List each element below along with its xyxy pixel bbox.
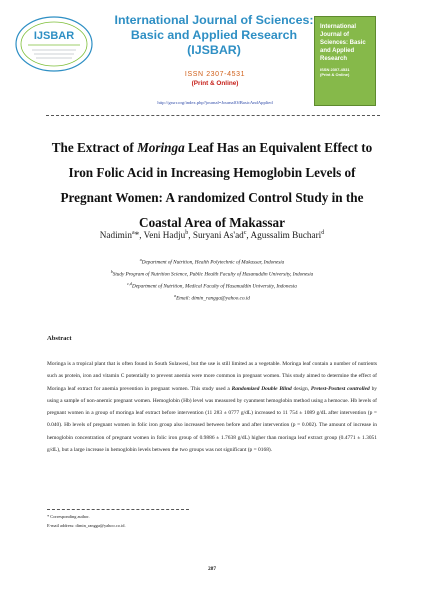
journal-url[interactable]: http://gssrr.org/index.php?journal=JournalOfBasicAndApplied xyxy=(157,100,273,105)
affiliation-1-sup: a xyxy=(139,257,142,262)
author-1: Nadimin xyxy=(99,230,132,241)
affiliation-1-text: Department of Nutrition, Health Polytechnic of Makassar, Indonesia xyxy=(141,259,285,266)
abstract-text-2: design, xyxy=(291,385,311,392)
affiliation-3-text: Department of Nutrition, Medical Faculty of Hasanuddin University, Indonesia xyxy=(131,283,297,290)
journal-title-line-1: International Journal of Sciences: xyxy=(114,13,314,27)
page-number: 287 xyxy=(207,566,217,572)
affiliation-1 xyxy=(40,256,384,267)
print-online: (Print & Online) xyxy=(191,80,239,87)
journal-cover-image xyxy=(314,16,376,106)
title-line-1-italic: Moringa xyxy=(137,140,185,155)
author-1-sup: a xyxy=(131,230,135,236)
abstract-text-3: by using a sample of non-anemic pregnant women. Hemoglobin (Hb) level was measured by cyanment hemoglobin method using a hemocue. Hb levels of pregnant women in a group of moringa leaf extract before intervention (11 283 ± 0777 g/dL) increased to 11 754 ± 1089 g/dL after intervention (p = 0.040). Hb levels of pregnant women in folic iron group also increased between before and after intervention (p = 0.002). The amount of increase in hemoglobin concentration of pregnant women in folic iron group of 0.9886 ± 1.7638 g/dL) higher than moringa leaf extract group (0.4771 ± 1.3051 g/dL), but a large increase in hemoglobin levels between the two groups was not significant (p = 0168). xyxy=(47,385,378,454)
issn: ISSN 2307-4531 xyxy=(184,71,246,78)
abstract-text-1: Moringa is a tropical plant that is often found in South Sulawesi, but the use is still limited as a vegetable. Moringa leaf contain a number of nutrients such as protein, iron and vitamin C potentially to prevent anemia were more common in pregnant women. This study aimed to determine the effect of Moringa leaf extract for anemia prevention in pregnant women. This study used a xyxy=(47,361,377,392)
affiliation-3 xyxy=(40,280,384,291)
abstract-heading: Abstract xyxy=(47,335,72,342)
cover-print-text: (Print & Online) xyxy=(320,72,350,77)
footnote-email: E-mail address: dimin_rangga@yahoo.co.id. xyxy=(47,523,126,528)
journal-logo xyxy=(14,14,94,74)
affiliation-3-sup: c,d xyxy=(127,281,132,286)
title-line-2: Iron Folic Acid in Increasing Hemoglobin Levels of xyxy=(68,165,356,180)
footnote-divider xyxy=(47,509,189,510)
author-2-sup: b xyxy=(185,230,189,236)
author-3-sup: c xyxy=(243,230,247,236)
abstract-controlled-italic: Pretest-Posttest controlled xyxy=(310,385,370,392)
author-4-sup: d xyxy=(321,230,325,236)
header-divider xyxy=(46,115,380,116)
journal-abbreviation: (IJSBAR) xyxy=(187,43,241,57)
cover-title: International Journal of Sciences: Basic and Applied Research xyxy=(320,24,366,62)
affiliation-2 xyxy=(40,268,384,279)
logo-text: IJSBAR xyxy=(33,30,75,42)
affiliation-email-text: Email: dimin_rangga@yahoo.co.id xyxy=(176,295,250,302)
author-3: Suryani As'ad xyxy=(192,230,244,241)
affiliation-email-sup: a xyxy=(174,293,177,298)
author-list: Nadimin$^a$*, Veni Hadju$^b$, Suryani $As'ad^c$, Agussalim Buchari$^d$ xyxy=(99,230,325,241)
cover-issn-text: ISSN 2307-4531 xyxy=(320,67,350,72)
journal-title-line-2: Basic and Applied Research xyxy=(130,28,298,42)
title-line-1c: Leaf Has an Equivalent Effect to xyxy=(184,140,373,155)
title-line-4: Coastal Area of Makassar xyxy=(139,215,285,230)
abstract-design-italic: Randomized Double Blind xyxy=(231,385,292,392)
paper-title xyxy=(40,135,384,235)
title-line-3: Pregnant Women: A randomized Control Study in the xyxy=(60,190,364,205)
title-line-1a: The Extract of xyxy=(51,140,138,155)
author-4: Agussalim Buchari xyxy=(250,230,322,241)
author-2: Veni Hadju xyxy=(143,230,186,241)
affiliation-2-text: Study Program of Nutrition Science, Public Health Faculty of Hasanuddin University, Indonesia xyxy=(112,271,314,278)
affiliation-email xyxy=(40,292,384,303)
journal-title xyxy=(102,13,326,43)
author-1-star: * xyxy=(134,230,140,241)
title-line-1 xyxy=(40,135,384,160)
corresponding-author-note: * Corresponding author. xyxy=(47,514,90,519)
affiliation-2-sup: b xyxy=(110,269,113,274)
abstract-body xyxy=(47,358,377,456)
cover-issn xyxy=(320,67,372,77)
